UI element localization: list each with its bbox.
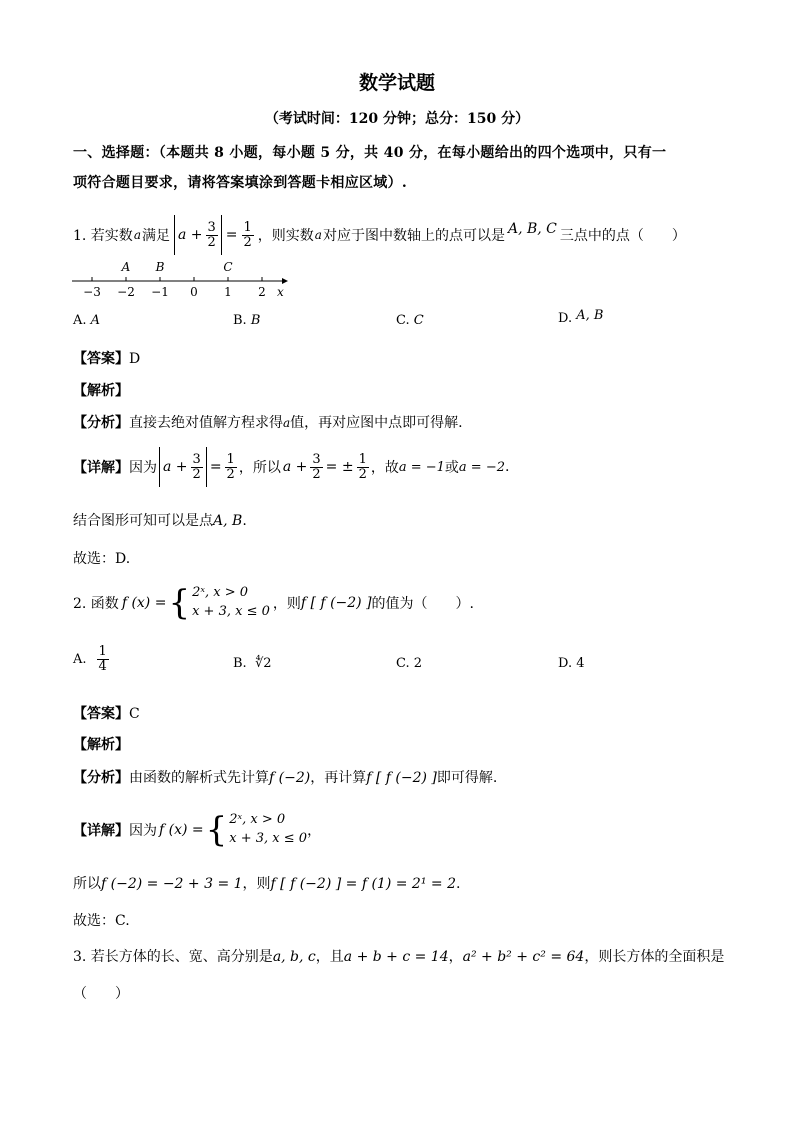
q1-fraction bbox=[206, 221, 218, 249]
number-line-tick-label: −1 bbox=[151, 285, 169, 299]
section-heading-line1: 一、选择题：（本题共 8 小题，每小题 5 分，共 40 分，在每小题给出的四个选项中，只有一 bbox=[73, 145, 667, 161]
q1-option-c: C. C bbox=[396, 313, 424, 328]
question-3-stem: 3. 若长方体的长、宽、高分别是a, b, c，且a + b + c = 14，a² + b² + c² = 64，则长方体的全面积是 bbox=[73, 949, 725, 965]
q2-jiexi-label: 【解析】 bbox=[73, 737, 129, 753]
q1-rhs-fraction bbox=[242, 221, 254, 249]
q2-analysis: 【分析】由函数的解析式先计算f (−2)，再计算f [ f (−2) ]即可得解. bbox=[73, 770, 498, 786]
q1-analysis: 【分析】直接去绝对值解方程求得a值，再对应图中点即可得解. bbox=[73, 415, 463, 431]
q2-detail-line2: 所以f (−2) = −2 + 3 = 1，则f [ f (−2) ] = f (1) = 2¹ = 2. bbox=[73, 876, 461, 892]
q1-frac-num: 3 bbox=[207, 219, 216, 235]
q2-detail: 【详解】 因为 f (x) = { 2ˣ, x > 0 x + 3, x ≤ 0 ， bbox=[73, 810, 322, 850]
number-line-tick-label: 2 bbox=[258, 285, 266, 299]
q1-answer: 【答案】D bbox=[73, 351, 141, 367]
q1-jiexi-label: 【解析】 bbox=[73, 383, 129, 399]
q1-option-d: D. A, B bbox=[558, 308, 604, 326]
q1-equals: = bbox=[225, 227, 238, 243]
q1-text-after2: 对应于图中数轴上的点可以是 bbox=[322, 228, 505, 244]
q1-text-mid: 满足 bbox=[141, 228, 170, 244]
q1-rhs-num: 1 bbox=[243, 219, 252, 235]
number-line-point-A: A bbox=[121, 260, 131, 274]
number-line-tick-label: 0 bbox=[190, 285, 198, 299]
q1-detail: 【详解】 因为 a + $\frac{3}{2}$ = $\frac{1}{2}$ ，所以 a + $\frac{3}{2}$ = ± $\frac{1}{2}$ ，故 a = −1 或 a = −2 . bbox=[73, 445, 509, 489]
q1-var-a-2: a bbox=[314, 228, 322, 242]
q1-prefix: 1. 若实数 bbox=[73, 228, 133, 244]
exam-info: （考试时间：120 分钟；总分：150 分） bbox=[264, 111, 530, 127]
number-line-tick-label: 1 bbox=[224, 285, 232, 299]
question-2-stem: 2. 函数 f (x) = { 2ˣ, x > 0 x + 3, x ≤ 0 ，则 f [ f (−2) ] 的值为（ ）. bbox=[73, 583, 474, 623]
q2-option-d: D. 4 bbox=[558, 656, 585, 671]
number-line-tick-label: −2 bbox=[117, 285, 135, 299]
q1-points: A, B, C bbox=[507, 221, 557, 237]
q2-option-a: A. $\frac{1}{4}$ bbox=[73, 644, 107, 674]
question-3-blank: （ ） bbox=[73, 986, 129, 1002]
q2-option-c: C. 2 bbox=[396, 656, 423, 671]
q2-answer: 【答案】C bbox=[73, 706, 140, 722]
number-line-tick-label: −3 bbox=[83, 285, 101, 299]
number-line-arrow bbox=[282, 278, 288, 284]
q2-piecewise: { 2ˣ, x > 0 x + 3, x ≤ 0 bbox=[168, 583, 270, 623]
q1-option-b: B. B bbox=[233, 313, 261, 328]
q1-conclusion: 结合图形可知可以是点A, B. bbox=[73, 513, 247, 529]
number-line-point-B: B bbox=[155, 260, 165, 274]
q1-var-a: a bbox=[133, 228, 141, 242]
q1-choice: 故选：D. bbox=[73, 551, 131, 567]
number-line bbox=[70, 255, 300, 301]
page-title: 数学试题 bbox=[358, 72, 435, 94]
q1-detail-abs: a + $\frac{3}{2}$ bbox=[159, 447, 207, 487]
q1-option-a: A. A bbox=[73, 313, 101, 328]
q1-frac-den: 2 bbox=[207, 234, 216, 250]
q1-text-after: ，则实数 bbox=[257, 228, 314, 244]
q2-option-b: B. ∜2 bbox=[233, 656, 272, 671]
number-line-axis-label: x bbox=[277, 285, 284, 299]
q1-text-end: 三点中的点（ ） bbox=[559, 228, 686, 244]
number-line-point-C: C bbox=[223, 260, 233, 274]
q2-choice: 故选：C. bbox=[73, 913, 130, 929]
q1-rhs-den: 2 bbox=[243, 234, 252, 250]
section-heading-line2: 项符合题目要求，请将答案填涂到答题卡相应区域）. bbox=[73, 175, 408, 191]
q1-abs-inner: a + bbox=[177, 227, 203, 243]
q1-abs-expression bbox=[174, 215, 222, 255]
question-1-stem bbox=[73, 213, 686, 257]
